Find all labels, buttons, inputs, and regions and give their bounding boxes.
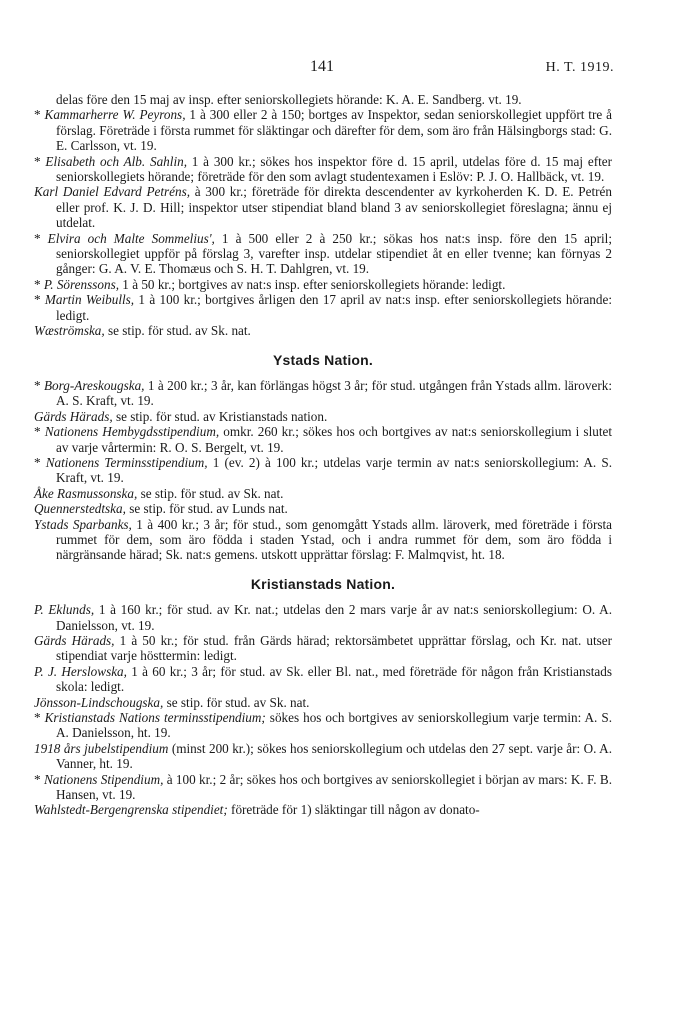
stipend-text: 1 à 100 kr.; bortgives årligen den 17 april av nat:s insp. efter seniorskollegiets hörande: ledigt. (56, 292, 612, 323)
stipend-title: Martin Weibulls, (44, 292, 135, 308)
stipend-text: 1 à 300 eller 2 à 150; bortges av Inspektor, sedan seniorskollegiet uppfört tre å förslag. Företräde i första rummet för släktingar och därefter för dem, som äro från Hälsingborgs stad: G. E. Carlsson, vt. 19. (56, 107, 613, 154)
stipend-title: P. Eklunds, (34, 602, 95, 618)
stipend-entry (34, 710, 612, 741)
stipend-text: sökes hos och bortgives av seniorskollegium varje termin: A. S. A. Danielsson, ht. 19. (56, 710, 612, 741)
stipend-text: företräde för 1) släktingar till någon av donato- (227, 802, 480, 818)
asterisk-marker: * (34, 454, 46, 470)
stipend-entry (34, 154, 612, 185)
stipend-text: omkr. 260 kr.; sökes hos och bortgives av nat:s seniorskollegium i slutet av varje vårtermin: R. O. S. Bergelt, vt. 19. (56, 424, 613, 455)
stipend-title: P. Sörenssons, (43, 276, 119, 292)
stipend-title: 1918 års jubelstipendium (34, 740, 169, 756)
stipend-text: 1 à 50 kr.; för stud. från Gärds härad; rektorsämbetet upprättar förslag, och Kr. nat. utser stipendiat varje hösttermin: ledigt. (56, 633, 613, 664)
stipend-text: 1 à 400 kr.; 3 år; för stud., som genomgått Ystads allm. läroverk, med företräde i första rummet för dem, som äro födda i staden Ystad, och i andra rummet för dem, som äro födda i närgränsande härad; Sk. nat:s gemens. utskott upprättar förslag: F. Malmqvist, ht. 18. (56, 516, 612, 563)
stipend-title: Nationens Terminsstipendium, (45, 454, 208, 470)
stipend-entry (34, 741, 612, 772)
stipend-entry (34, 107, 612, 153)
stipend-entry (34, 486, 612, 501)
stipend-list-kristianstad (34, 602, 612, 818)
running-head: H. T. 1919. (545, 60, 614, 75)
stipend-text: 1 (ev. 2) à 100 kr.; utdelas varje termin av nat:s seniorskollegium: A. S. Kraft, vt. 19. (56, 454, 612, 486)
stipend-title: Quennerstedtska, (34, 501, 126, 517)
stipend-text: à 300 kr.; företräde för direkta descendenter av kyrkoherden K. D. E. Petrén eller prof. K. J. D. Hill; inspektor utser stipendiat bland bland 3 av seniorskollegiet föreslagna; ännu ej utdelat. (56, 184, 612, 231)
stipend-entry (34, 378, 612, 409)
stipend-entry (34, 633, 612, 664)
section-heading-ystad: Ystads Nation. (272, 351, 374, 368)
stipend-list-ystad (34, 378, 612, 563)
stipend-entry (34, 455, 612, 486)
stipend-title: Kammarherre W. Peyrons, (44, 107, 186, 123)
stipend-title: P. J. Herslowska, (34, 663, 127, 679)
stipend-title: Elisabeth och Alb. Sahlin, (45, 153, 187, 169)
stipend-text: se stip. för stud. av Sk. nat. (163, 694, 310, 710)
stipend-entry (34, 292, 612, 323)
stipend-text: (minst 200 kr.); sökes hos seniorskollegium och utdelas den 27 sept. varje år: O. A. Vanner, ht. 19. (56, 740, 612, 772)
asterisk-marker: * (34, 771, 44, 787)
stipend-text: 1 à 50 kr.; bortgives av nat:s insp. efter seniorskollegiets hörande: ledigt. (119, 276, 506, 292)
stipend-title: Borg-Areskougska, (44, 377, 145, 393)
stipend-title: Wæströmska, (34, 323, 105, 339)
stipend-entry (34, 695, 612, 710)
stipend-entry (34, 802, 612, 817)
asterisk-marker: * (34, 377, 44, 393)
continued-entry (34, 92, 612, 107)
stipend-title: Kristianstads Nations terminsstipendium; (44, 710, 266, 726)
stipend-list (34, 107, 612, 338)
asterisk-marker: * (34, 276, 44, 292)
stipend-text: se stip. för stud. av Sk. nat. (104, 323, 251, 339)
stipend-entry (34, 409, 612, 424)
asterisk-marker: * (34, 424, 45, 440)
asterisk-marker: * (34, 292, 45, 308)
stipend-title: Nationens Stipendium, (43, 771, 164, 787)
stipend-text: se stip. för stud. av Lunds nat. (125, 501, 288, 517)
stipend-title: Karl Daniel Edvard Petréns, (34, 184, 191, 200)
asterisk-marker: * (34, 153, 46, 169)
stipend-entry (34, 602, 612, 633)
stipend-text: 1 à 60 kr.; 3 år; för stud. av Sk. eller Bl. nat., med företräde för någon från Kristianstads skola: ledigt. (56, 663, 612, 695)
stipend-entry (34, 323, 612, 338)
stipend-title: Nationens Hembygdsstipendium, (44, 424, 220, 440)
stipend-entry (34, 424, 612, 455)
asterisk-marker: * (34, 230, 48, 246)
page-number: 141 (310, 58, 334, 75)
stipend-entry (34, 231, 612, 277)
entry-text: delas före den 15 maj av insp. efter seniorskollegiets hörande: K. A. E. Sandberg. vt. 19. (56, 92, 522, 107)
stipend-entry (34, 517, 612, 563)
page-body (34, 92, 612, 818)
stipend-entry (34, 772, 612, 803)
stipend-entry (34, 184, 612, 230)
stipend-title: Gärds Härads, (34, 633, 115, 648)
stipend-title: Gärds Härads, (34, 408, 113, 424)
asterisk-marker: * (34, 107, 45, 123)
stipend-title: Åke Rasmussonska, (34, 485, 138, 501)
stipend-text: 1 à 500 eller 2 à 250 kr.; sökas hos nat:s insp. före den 15 april; seniorskollegiet uppför på förslag 3, varefter insp. utdelar stipendiet åt en eller tvenne; kan förnyas 2 gånger: G. A. V. E. Thomæus och S. H. T. Dahlgren, vt. 19. (56, 230, 612, 277)
stipend-entry (34, 277, 612, 292)
stipend-text: à 100 kr.; 2 år; sökes hos och bortgives av seniorskollegiet i början av mars: K. F. B. Hansen, vt. 19. (56, 771, 613, 803)
section-heading-kristianstad: Kristianstads Nation. (250, 575, 396, 592)
stipend-text: se stip. för stud. av Kristianstads nation. (112, 408, 328, 424)
stipend-entry (34, 501, 612, 516)
stipend-entry (34, 664, 612, 695)
stipend-text: 1 à 160 kr.; för stud. av Kr. nat.; utdelas den 2 mars varje år av nat:s seniorskollegium: O. A. Danielsson, vt. 19. (56, 602, 612, 633)
stipend-title: Jönsson-Lindschougska, (34, 694, 164, 710)
page-header (34, 58, 614, 80)
stipend-text: 1 à 300 kr.; sökes hos inspektor före d. 15 april, utdelas före d. 15 maj efter seniorskollegiets hörande; företräde för den som avlagt studentexamen i Eslöv: P. J. O. Hallbäck, vt. 19. (56, 153, 612, 185)
stipend-text: 1 à 200 kr.; 3 år, kan förlängas högst 3 år; för stud. utgången från Ystads allm. läroverk: A. S. Kraft, vt. 19. (56, 377, 612, 409)
stipend-title: Elvira och Malte Sommelius', (47, 230, 215, 246)
stipend-text: se stip. för stud. av Sk. nat. (137, 485, 284, 501)
stipend-title: Wahlstedt-Bergengrenska stipendiet; (34, 802, 228, 818)
asterisk-marker: * (34, 710, 45, 726)
stipend-title: Ystads Sparbanks, (34, 516, 132, 532)
